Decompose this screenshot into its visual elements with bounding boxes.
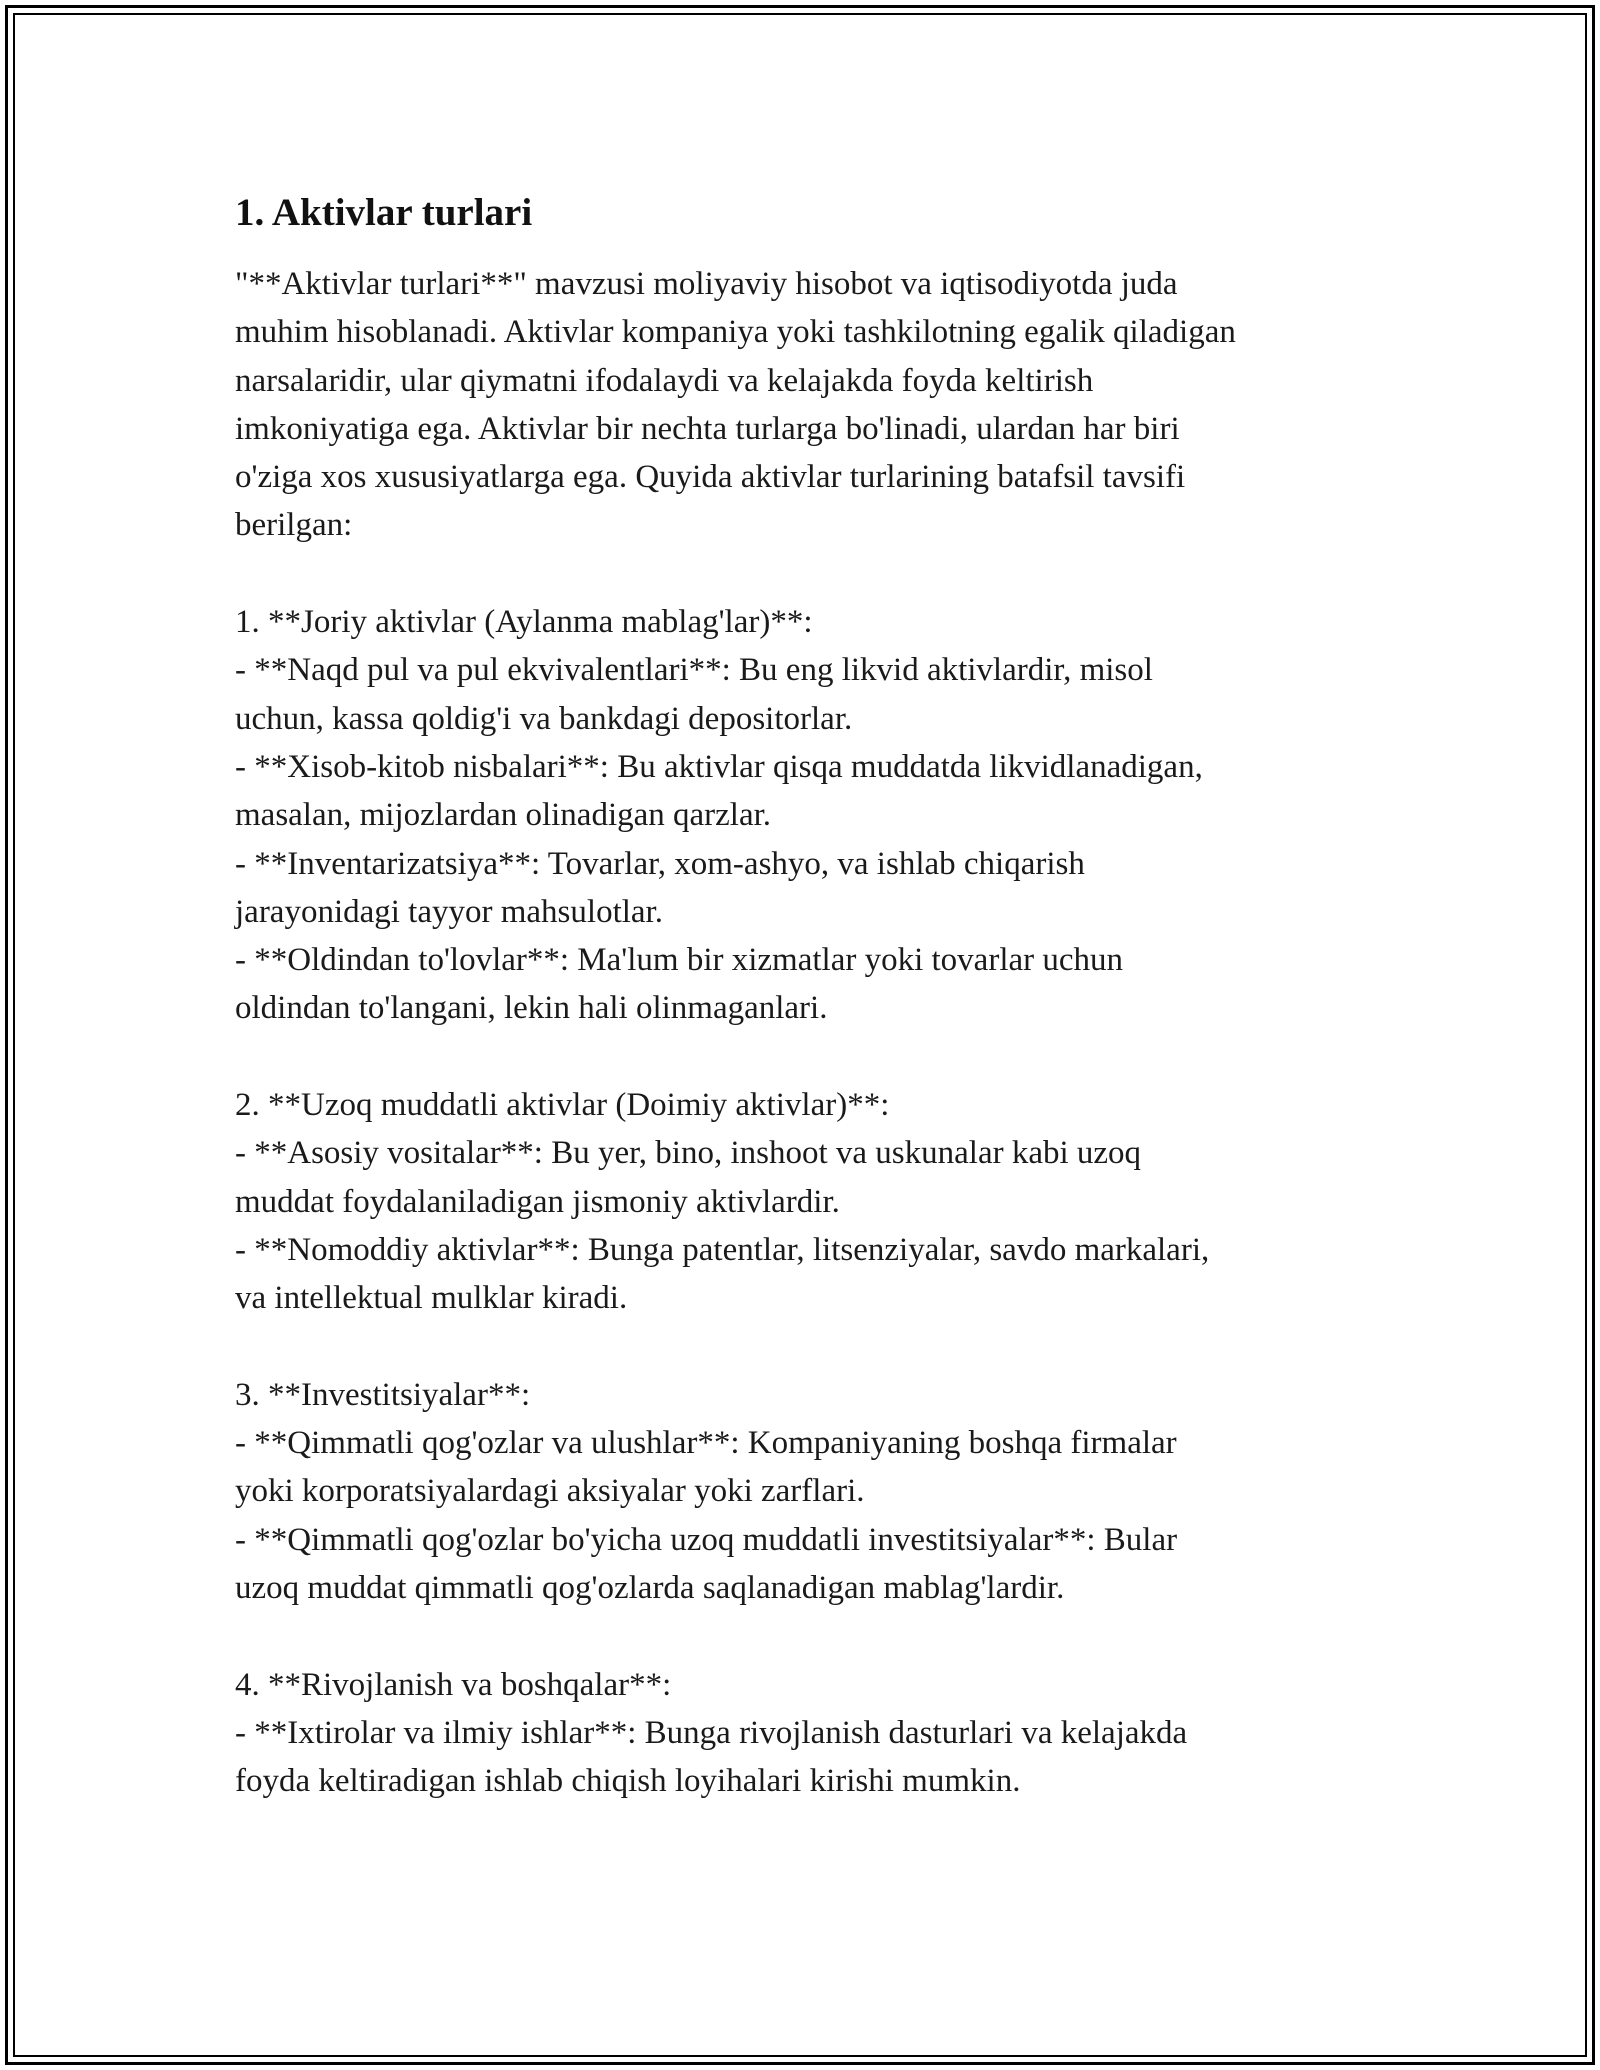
section-body: "**Aktivlar turlari**" mavzusi moliyaviy hisobot va iqtisodiyotda juda muhim hisoblanadi. Aktivlar kompaniya yoki tashkilotning egalik qiladigan narsalaridir, ular qiymatni ifodalaydi va kelajakda foyda keltirish imkoniyatiga ega. Aktivlar bir nechta turlarga bo'linadi, ulardan har biri o'ziga xos xususiyatlarga ega. Quyida aktivlar turlarining batafsil tavsifi berilgan: 1. **Joriy aktivlar (Aylanma mablag'lar)**: - **Naqd pul va pul ekvivalentlari**: Bu eng likvid aktivlardir, misol uchun, kassa qoldig'i va bankdagi depositorlar. - **Xisob-kitob nisbalari**: Bu aktivlar qisqa muddatda likvidlanadigan, masalan, mijozlardan olinadigan qarzlar. - **Inventarizatsiya**: Tovarlar, xom-ashyo, va ishlab chiqarish jarayonidagi tayyor mahsulotlar. - **Oldindan to'lovlar**: Ma'lum bir xizmatlar yoki tovarlar uchun oldindan to'langani, lekin hali olinmaganlari. 2. **Uzoq muddatli aktivlar (Doimiy aktivlar)**: - **Asosiy vositalar**: Bu yer, bino, inshoot va uskunalar kabi uzoq muddat foydalaniladigan jismoniy aktivlardir. - **Nomoddiy aktivlar**: Bunga patentlar, litsenziyalar, savdo markalari, va intellektual mulklar kiradi. 3. **Investitsiyalar**: - **Qimmatli qog'ozlar va ulushlar**: Kompaniyaning boshqa firmalar yoki korporatsiyalardagi aksiyalar yoki zarflari. - **Qimmatli qog'ozlar bo'yicha uzoq muddatli investitsiyalar**: Bular uzoq muddat qimmatli qog'ozlarda saqlanadigan mablag'lardir. 4. **Rivojlanish va boshqalar**: - **Ixtirolar va ilmiy ishlar**: Bunga rivojlanish dasturlari va kelajakda foyda keltiradigan ishlab chiqish loyihalari kirishi mumkin. [235,266,1236,1800]
document-content [235,186,1365,1806]
section-heading: 1. Aktivlar turlari [235,191,533,234]
